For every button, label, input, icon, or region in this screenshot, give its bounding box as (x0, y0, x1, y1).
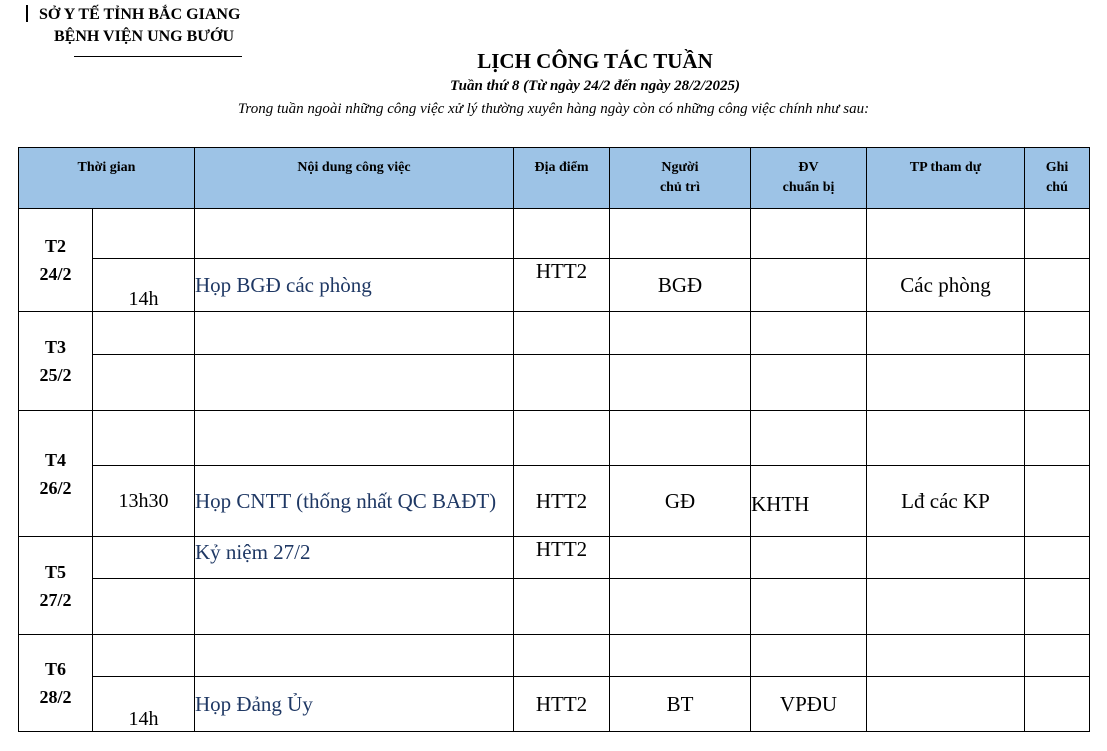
time-cell: 13h30 (93, 466, 195, 537)
time-cell: 14h (93, 677, 195, 732)
time-cell (93, 537, 195, 579)
schedule-table (18, 147, 1090, 732)
col-prep-header: ĐV chuẩn bị (751, 148, 867, 209)
chair-cell: BGĐ (610, 259, 751, 312)
table-row (19, 259, 1090, 312)
col-location-header: Địa điểm (514, 148, 610, 209)
table-row (19, 411, 1090, 466)
chair-cell (610, 537, 751, 579)
header-row (19, 148, 1090, 209)
table-row (19, 677, 1090, 732)
prep-cell: VPĐU (751, 677, 867, 732)
day-cell: T4 26/2 (19, 411, 93, 537)
prep-cell (751, 537, 867, 579)
table-row (19, 635, 1090, 677)
header-left-bar (26, 5, 28, 22)
table-row (19, 537, 1090, 579)
content-cell: Họp CNTT (thống nhất QC BAĐT) (195, 466, 514, 537)
org-parent-name: SỞ Y TẾ TỈNH BẮC GIANG (39, 6, 241, 23)
org-hospital-name: BỆNH VIỆN UNG BƯỚU (54, 28, 235, 45)
attendees-cell: Lđ các KP (867, 466, 1025, 537)
table-row (19, 355, 1090, 411)
location-cell: HTT2 (514, 259, 610, 312)
location-cell: HTT2 (514, 537, 610, 579)
col-note-header: Ghi chú (1025, 148, 1090, 209)
chair-cell: BT (610, 677, 751, 732)
prep-cell (751, 259, 867, 312)
day-cell: T6 28/2 (19, 635, 93, 732)
table-row (19, 579, 1090, 635)
time-cell: 14h (93, 259, 195, 312)
intro-text: Trong tuần ngoài những công việc xử lý thường xuyên hàng ngày còn có những công việc chính như sau: (237, 101, 870, 117)
table-row (19, 466, 1090, 537)
prep-cell: KHTH (751, 466, 867, 537)
col-content-header: Nội dung công việc (195, 148, 514, 209)
chair-cell: GĐ (610, 466, 751, 537)
location-cell: HTT2 (514, 677, 610, 732)
col-time-header: Thời gian (19, 148, 195, 209)
attendees-cell (867, 537, 1025, 579)
day-cell: T5 27/2 (19, 537, 93, 635)
col-attendees-header: TP tham dự (867, 148, 1025, 209)
content-cell: Họp BGĐ các phòng (195, 259, 514, 312)
day-cell: T2 24/2 (19, 209, 93, 312)
content-cell: Họp Đảng Ủy (195, 677, 514, 732)
content-cell: Kỷ niệm 27/2 (195, 537, 514, 579)
location-cell: HTT2 (514, 466, 610, 537)
page-title: LỊCH CÔNG TÁC TUẦN (477, 49, 713, 73)
table-row (19, 209, 1090, 259)
attendees-cell: Các phòng (867, 259, 1025, 312)
table-row (19, 312, 1090, 355)
day-cell: T3 25/2 (19, 312, 93, 411)
attendees-cell (867, 677, 1025, 732)
col-chair-header: Người chủ trì (610, 148, 751, 209)
week-subtitle: Tuần thứ 8 (Từ ngày 24/2 đến ngày 28/2/2025) (450, 78, 740, 94)
